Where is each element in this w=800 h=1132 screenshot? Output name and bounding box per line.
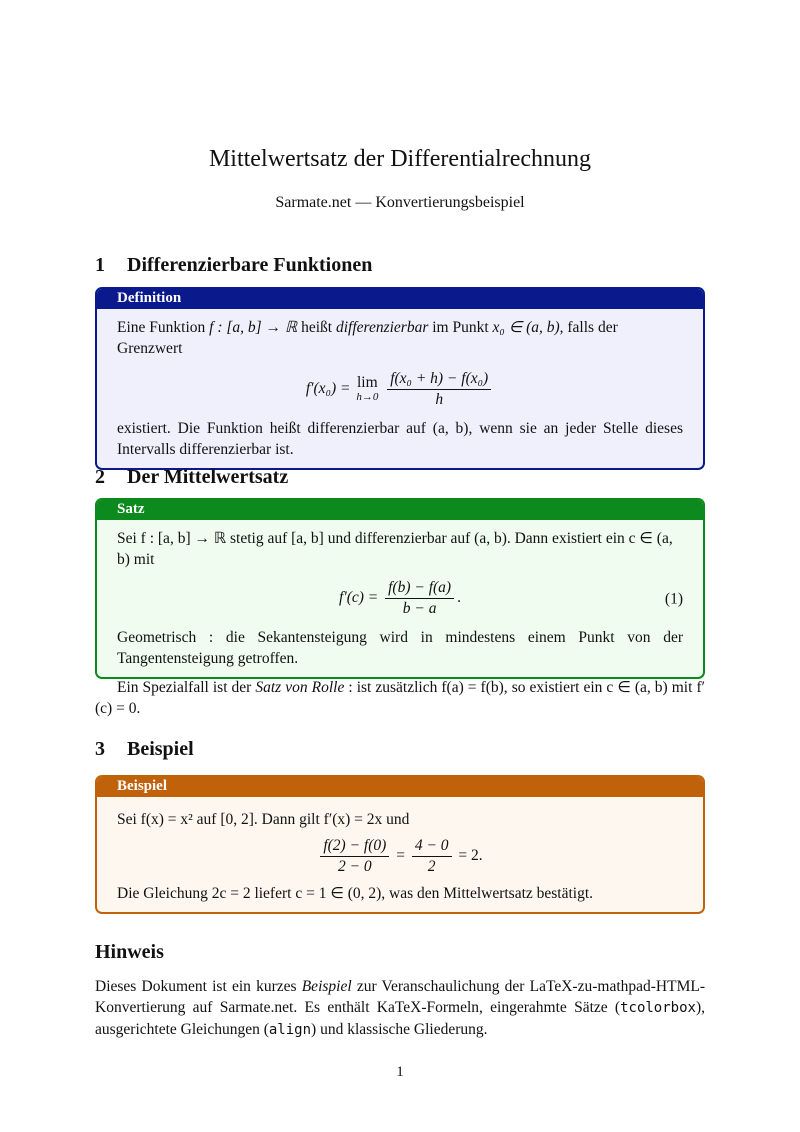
example-label: Beispiel [97, 777, 703, 797]
text-segment: ) und klassische Gliederung. [311, 1021, 488, 1038]
emphasis: differenzierbar [335, 319, 429, 336]
example-box [95, 775, 705, 914]
limit-operator [356, 373, 379, 404]
hint-heading: Hinweis [95, 941, 164, 963]
denominator: 2 [427, 858, 436, 875]
equation-number: (1) [664, 590, 683, 607]
numerator: f(x₀ + h) − f(x₀) [387, 369, 491, 390]
hint-paragraph [95, 976, 705, 1041]
denominator: 2 − 0 [337, 858, 372, 875]
theorem-geometric-note: Geometrisch : die Sekantensteigung wird in mindestens einem Punkt von der Tangentensteigung getroffen. [117, 629, 683, 667]
text-segment: Ein Spezialfall ist der [117, 679, 256, 696]
rolle-paragraph [95, 677, 705, 719]
emphasis: Beispiel [301, 978, 352, 995]
numerator: 4 − 0 [412, 836, 452, 857]
text-segment: Eine Funktion [117, 319, 210, 336]
section-number: 3 [95, 738, 105, 760]
definition-line [117, 317, 683, 359]
fraction [320, 836, 389, 877]
section-heading-3 [95, 738, 194, 761]
text-segment: ), ausgerichtete Gleichungen ( [95, 999, 705, 1038]
theorem-body [97, 520, 703, 677]
theorem-label: Satz [97, 500, 703, 520]
section-title: Differenzierbare Funktionen [127, 254, 373, 276]
example-text: Sei f(x) = x² auf [0, 2]. Dann gilt f′(x) = 2x und [117, 811, 410, 828]
section-heading-2 [95, 466, 288, 489]
mean-value-equation [117, 578, 683, 619]
numerator: f(b) − f(a) [385, 578, 454, 599]
denominator: h [435, 391, 444, 408]
section-number: 1 [95, 254, 105, 276]
example-conclusion: Die Gleichung 2c = 2 liefert c = 1 ∈ (0, 2), was den Mittelwertsatz bestätigt. [117, 885, 594, 902]
theorem-text: Sei f : [a, b] → ℝ stetig auf [a, b] und differenzierbar auf (a, b). Dann existiert ein c ∈ (a, b) mit [117, 530, 673, 568]
text-segment: : ist zusätzlich f(a) = f(b), so existiert ein c ∈ (a, b) mit f′(c) = 0. [95, 679, 705, 717]
definition-box [95, 287, 705, 470]
definition-line-2: existiert. Die Funktion heißt differenzierbar auf (a, b), wenn sie an jeder Stelle dieses Intervalls differenzierbar ist. [117, 420, 683, 458]
math-lhs: f′(c) = [339, 589, 379, 607]
section-heading-1 [95, 254, 372, 277]
emphasis: Satz von Rolle [255, 679, 345, 696]
denominator: b − a [402, 600, 437, 617]
document-title: Mittelwertsatz der Differentialrechnung [208, 146, 592, 172]
text-segment: Dieses Dokument ist ein kurzes [95, 978, 302, 995]
text-segment: heißt [297, 319, 336, 336]
derivative-equation [117, 369, 683, 410]
punctuation: . [457, 589, 461, 607]
theorem-box [95, 498, 705, 679]
section-title: Der Mittelwertsatz [127, 466, 289, 488]
math-inline: f : [a, b] → ℝ [209, 319, 298, 336]
code-inline: tcolorbox [620, 1000, 696, 1016]
numerator: f(2) − f(0) [320, 836, 389, 857]
code-inline: align [268, 1022, 312, 1038]
example-equation [117, 836, 683, 877]
definition-body [97, 309, 703, 468]
math-lhs: f′(x₀) = [305, 380, 351, 398]
equals-sign: = [396, 847, 405, 865]
section-number: 2 [95, 466, 105, 488]
lim-subscript: h→0 [356, 390, 379, 403]
text-segment: , falls der Grenzwert [117, 319, 618, 357]
equation-tail: = 2. [458, 847, 483, 865]
fraction [385, 578, 454, 619]
lim-text: lim [356, 373, 378, 391]
text-segment: zur Veranschaulichung der LaTeX-zu-mathpad-HTML-Konvertierung auf Sarmate.net. Es enthält KaTeX-Formeln, eingerahmte Sätze ( [95, 978, 705, 1016]
definition-label: Definition [97, 289, 703, 309]
math-inline: x₀ ∈ (a, b) [492, 319, 560, 336]
fraction [412, 836, 452, 877]
text-segment: im Punkt [428, 319, 493, 336]
document-subtitle: Sarmate.net — Konvertierungsbeispiel [275, 194, 525, 211]
example-body [97, 797, 703, 912]
section-title: Beispiel [127, 738, 194, 760]
page-number: 1 [396, 1064, 404, 1080]
fraction [387, 369, 491, 410]
